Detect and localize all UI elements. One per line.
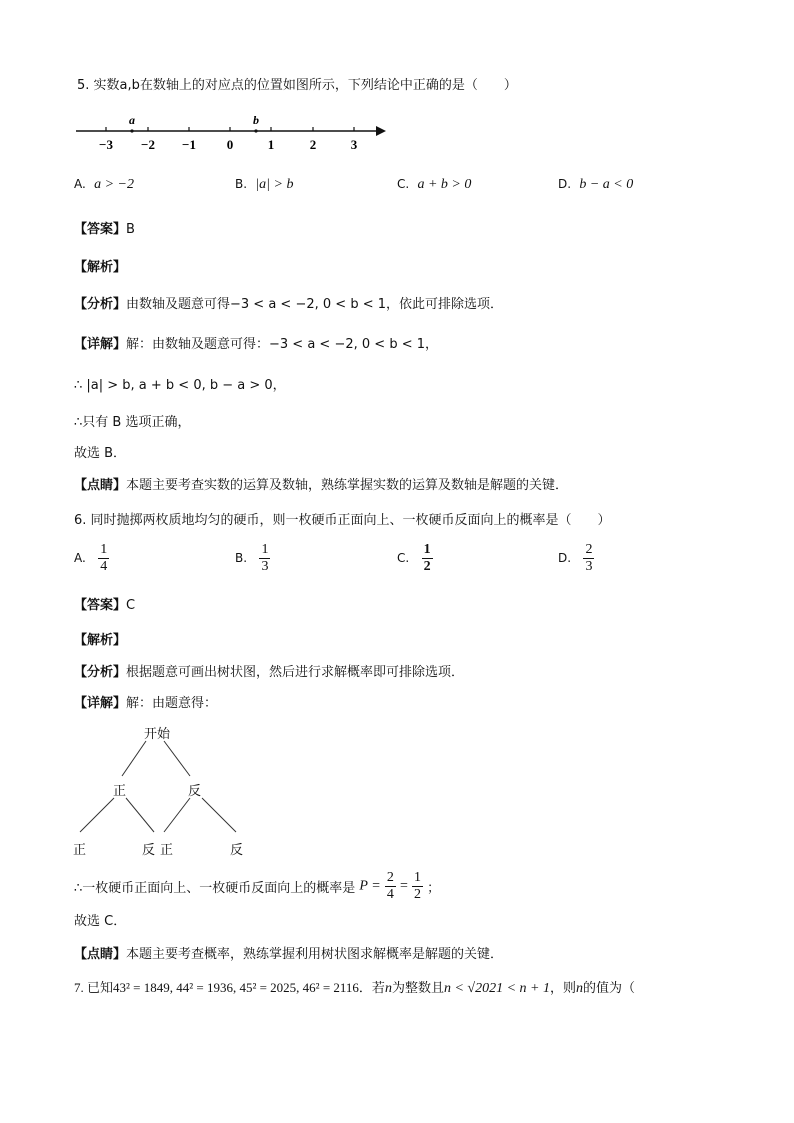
point-a-label: a xyxy=(129,113,135,127)
tree-leaf-heads: 正 xyxy=(160,843,174,858)
tick-label: −3 xyxy=(99,137,113,152)
tree-leaf-tails: 反 xyxy=(142,843,156,858)
q6-therefore: ∴一枚硬币正面向上、一枚硬币反面向上的概率是 P = $\frac{2}{4}$ = $\frac{1}{2}$ ； xyxy=(74,870,441,902)
q5-option-a: A. a > −2 xyxy=(74,177,134,192)
q5-therefore-1: ∴ |a| > b, a + b < 0, b − a > 0， xyxy=(74,378,286,393)
tick-label: 3 xyxy=(350,137,358,152)
q6-answer: 【答案】C xyxy=(74,598,136,613)
q5-xiangjie: 【详解】解：由数轴及题意可得：−3 < a < −2, 0 < b < 1， xyxy=(74,337,438,352)
q5-answer: 【答案】B xyxy=(74,222,135,237)
q5-therefore-2: ∴只有 B 选项正确， xyxy=(74,415,191,430)
tree-root: 开始 xyxy=(144,727,171,742)
q6-choose: 故选 C． xyxy=(74,914,127,929)
q6-stem: 6. 同时抛掷两枚质地均匀的硬币，则一枚硬币正面向上、一枚硬币反面向上的概率是（ ） xyxy=(74,513,611,528)
q6-dianjing: 【点睛】本题主要考查概率，熟练掌握利用树状图求解概率是解题的关键． xyxy=(74,947,504,962)
q6-xiangjie: 【详解】解：由题意得： xyxy=(74,696,218,711)
tree-diagram xyxy=(70,718,260,858)
q7-stem: 7. 已知43² = 1849, 44² = 1936, 45² = 2025, 46² = 2116．若n为整数且n < √2021 < n + 1，则n的值为（ xyxy=(74,980,636,996)
q6-option-d: D. $\frac{2}{3}$ xyxy=(558,542,593,574)
q6-option-b: B. $\frac{1}{3}$ xyxy=(235,542,269,574)
q6-option-a: A. $\frac{1}{4}$ xyxy=(74,542,108,574)
number-line xyxy=(70,112,390,154)
tree-leaf-heads: 正 xyxy=(73,843,87,858)
tree-leaf-tails: 反 xyxy=(230,843,244,858)
q5-option-c: C. a + b > 0 xyxy=(397,177,472,192)
tree-node-tails: 反 xyxy=(188,784,202,799)
q6-fenxi: 【分析】根据题意可画出树状图，然后进行求解概率即可排除选项． xyxy=(74,665,465,680)
q5-dianjing: 【点睛】本题主要考查实数的运算及数轴，熟练掌握实数的运算及数轴是解题的关键． xyxy=(74,478,569,493)
tick-label: −2 xyxy=(141,137,155,152)
q5-choose: 故选 B． xyxy=(74,446,127,461)
tick-label: 0 xyxy=(226,137,234,152)
q5-stem: 5. 实数a,b在数轴上的对应点的位置如图所示，下列结论中正确的是（ ） xyxy=(77,78,517,93)
q6-option-c: C. $\frac{1}{2}$ xyxy=(397,542,431,574)
q5-fenxi: 【分析】由数轴及题意可得−3 < a < −2, 0 < b < 1，依此可排除选项． xyxy=(74,297,503,312)
tick-label: 2 xyxy=(309,137,317,152)
q5-option-d: D. b − a < 0 xyxy=(558,177,634,192)
q6-analysis-tag: 【解析】 xyxy=(74,633,127,648)
q5-option-b: B. |a| > b xyxy=(235,177,294,192)
point-b-label: b xyxy=(253,113,259,127)
tick-label: 1 xyxy=(267,137,275,152)
q5-analysis-tag: 【解析】 xyxy=(74,260,127,275)
tree-node-heads: 正 xyxy=(113,784,127,799)
tick-label: −1 xyxy=(182,137,196,152)
